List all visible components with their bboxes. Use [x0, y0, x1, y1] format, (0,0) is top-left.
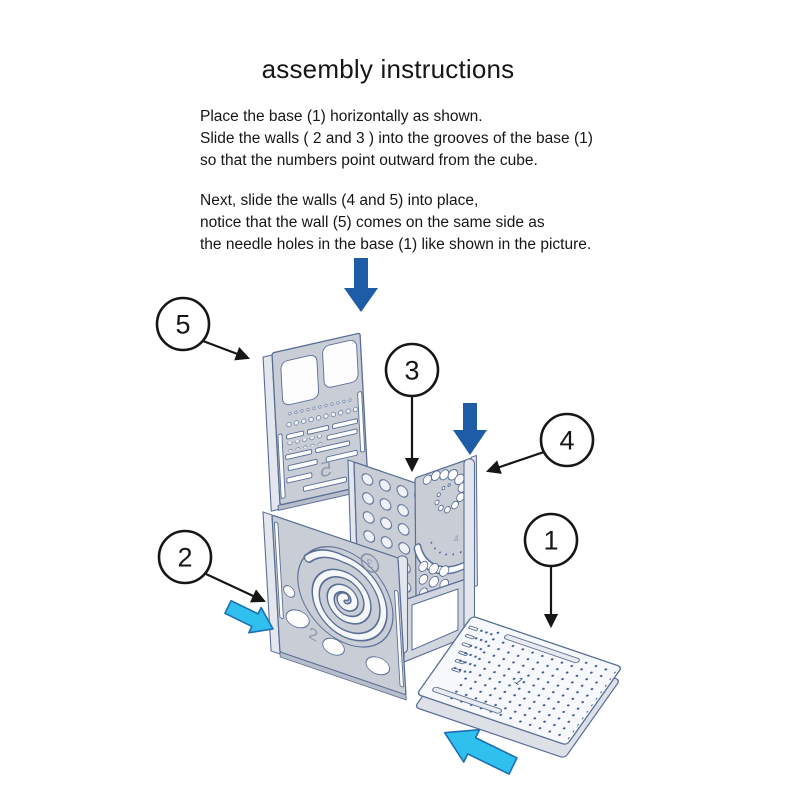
instruction-line: Place the base (1) horizontally as shown. [200, 108, 483, 125]
callout-3-label: 3 [404, 355, 420, 386]
wall2-circled-number-label: 3 [366, 555, 374, 573]
instruction-line: the needle holes in the base (1) like shown in the picture. [200, 236, 592, 253]
wall4-number-label: 4 [453, 532, 459, 545]
callout-2-label: 2 [177, 542, 193, 573]
push-arrow-top [344, 258, 378, 312]
leader-wall5 [203, 341, 248, 358]
wall5-number-label: 5 [319, 456, 333, 483]
instruction-line: Slide the walls ( 2 and 3 ) into the grooves of the base (1) [200, 130, 593, 147]
instruction-line: so that the numbers point outward from the cube. [200, 152, 538, 169]
instruction-line: Next, slide the walls (4 and 5) into place, [200, 192, 479, 209]
callout-2 [159, 531, 211, 583]
wall5-window-left [281, 354, 319, 406]
wall2-number-label: 2 [307, 622, 320, 646]
groove-post-right [464, 459, 475, 631]
page-title: assembly instructions [261, 54, 515, 84]
instruction-line: notice that the wall (5) comes on the same side as [200, 214, 545, 231]
wall5-window-right [322, 339, 358, 389]
leader-wall2 [206, 574, 264, 601]
callout-1-label: 1 [543, 525, 559, 556]
callout-5-label: 5 [175, 309, 191, 340]
callout-1 [525, 514, 577, 566]
callout-4-label: 4 [559, 425, 575, 456]
callout-3 [386, 344, 438, 396]
base-number-label: 1 [511, 675, 526, 688]
callout-5 [157, 298, 209, 350]
callout-4 [541, 414, 593, 466]
push-arrow-right [453, 403, 487, 455]
leader-wall4 [488, 452, 544, 471]
